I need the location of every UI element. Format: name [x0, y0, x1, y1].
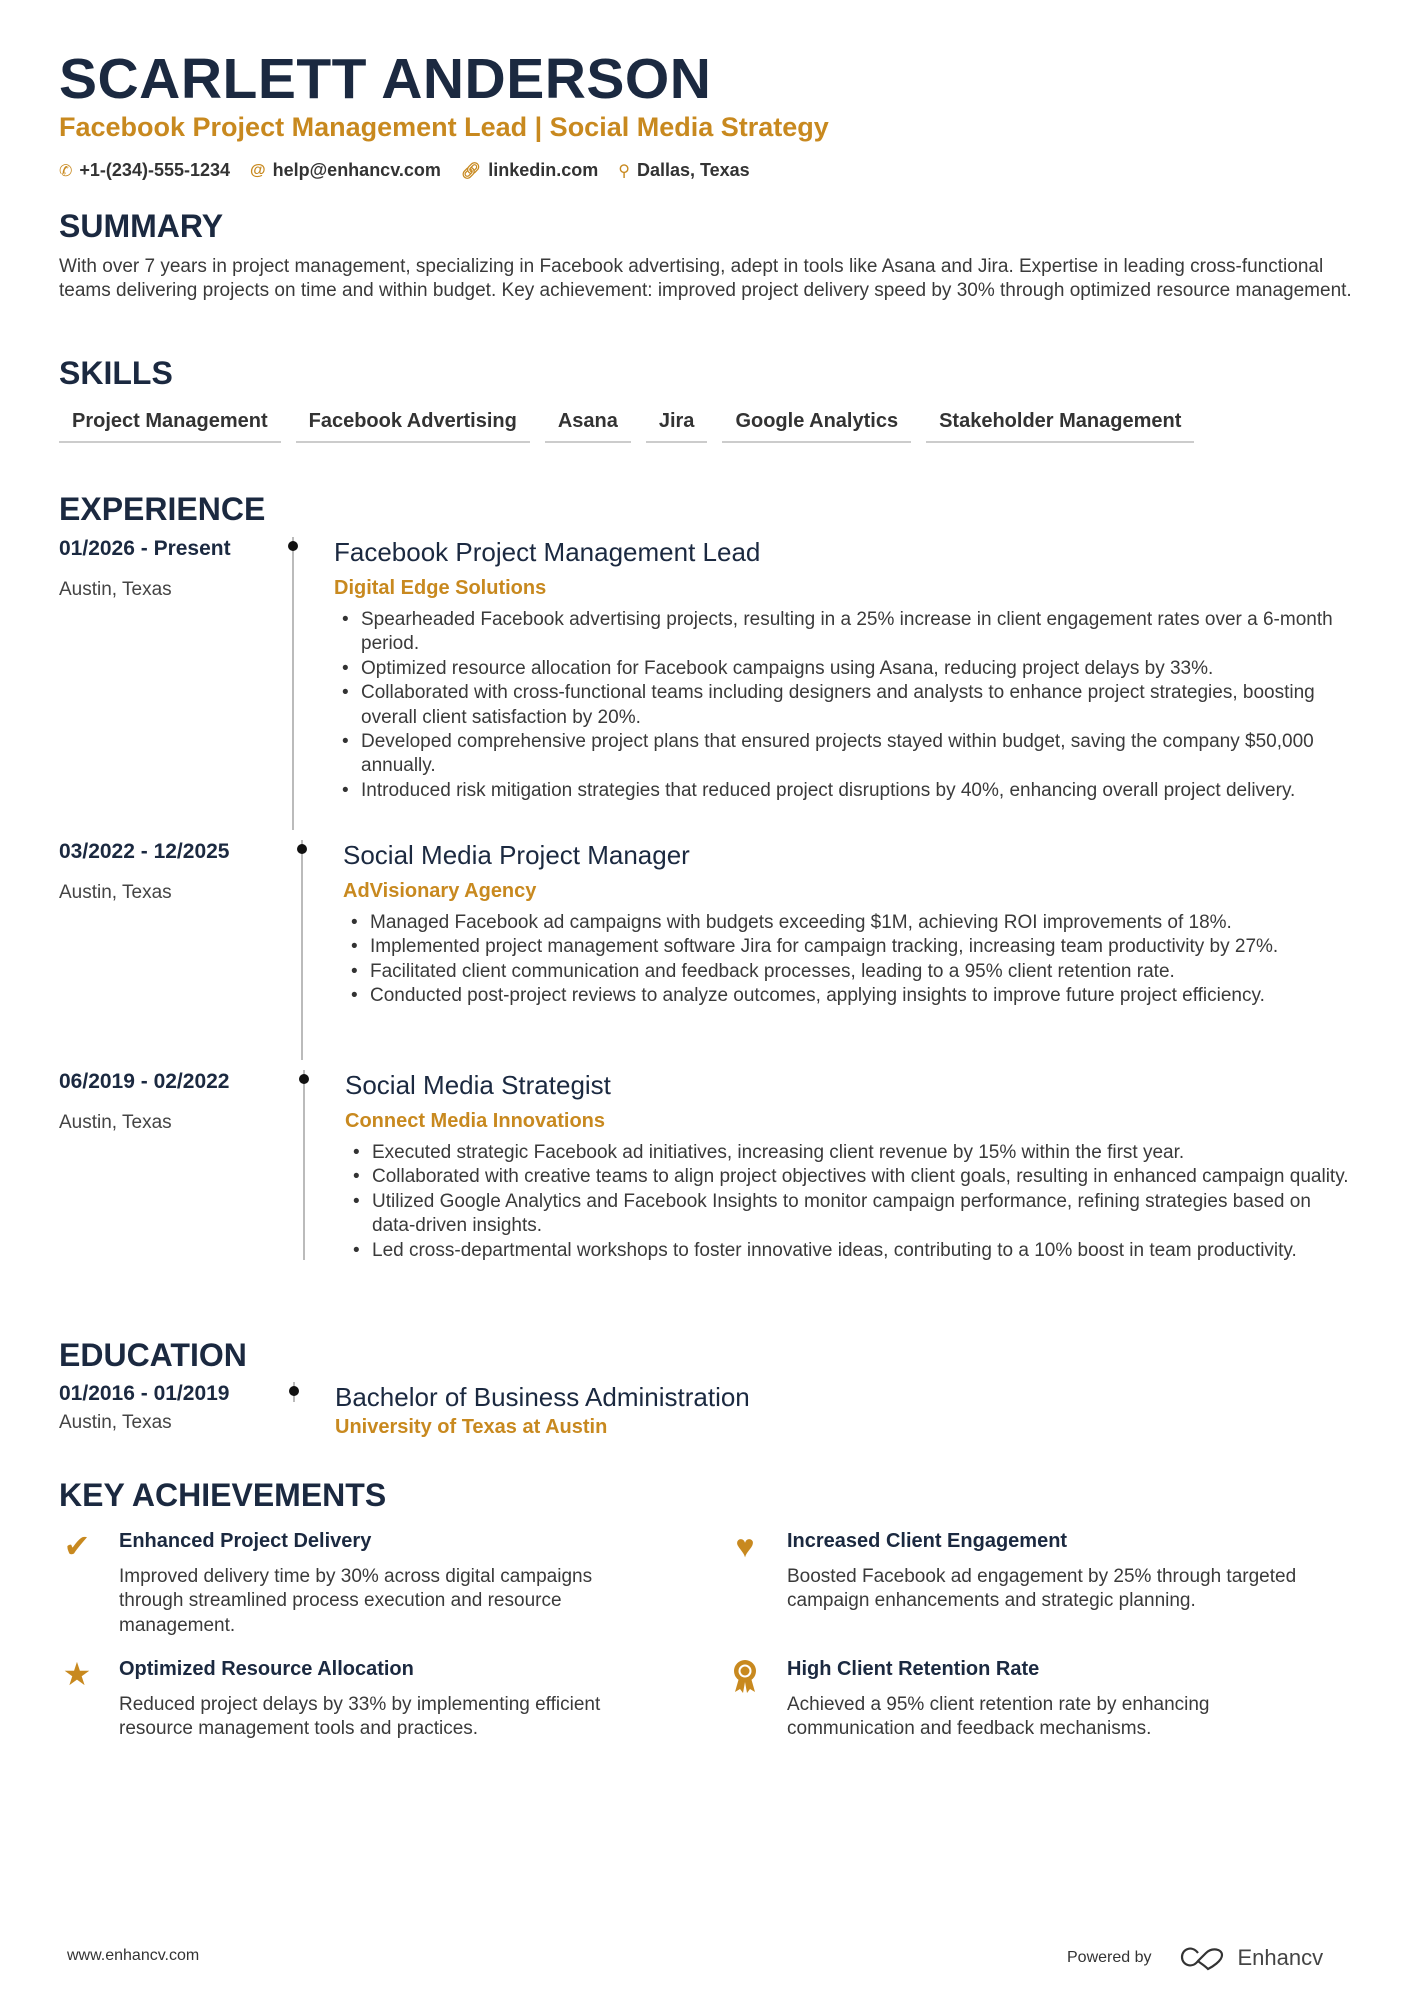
bullet: • Spearheaded Facebook advertising projects, resulting in a 25% increase in client engagement rates over a 6-month period.: [334, 608, 1359, 657]
contact-linkedin[interactable]: [461, 160, 598, 181]
bullet: • Developed comprehensive project plans that ensured projects stayed within budget, saving the company $50,000 annually.: [334, 730, 1359, 779]
contact-phone: [59, 160, 230, 181]
achievement-item: [727, 1658, 1307, 1742]
experience-bullets: [343, 911, 1359, 1009]
experience-location: Austin, Texas: [59, 1112, 172, 1133]
timeline-dot: [288, 541, 298, 551]
experience-company: AdVisionary Agency: [343, 880, 537, 902]
timeline-line: [303, 1070, 305, 1260]
contact-bar: [59, 160, 750, 181]
achievement-title: Enhanced Project Delivery: [119, 1530, 372, 1552]
experience-date: 03/2022 - 12/2025: [59, 840, 230, 863]
contact-email[interactable]: [250, 160, 441, 181]
phone-text: +1-(234)-555-1234: [79, 160, 231, 180]
achievement-text: Achieved a 95% client retention rate by enhancing communication and feedback mechanisms.: [787, 1694, 1210, 1740]
timeline-line: [301, 840, 303, 1060]
star-icon: ★: [62, 1656, 92, 1692]
skills-list: [59, 410, 1194, 443]
experience-company: Digital Edge Solutions: [334, 577, 547, 599]
skill-chip: Asana: [545, 410, 631, 443]
skills-heading: SKILLS: [59, 355, 173, 391]
experience-date: 01/2026 - Present: [59, 537, 231, 560]
skill-chip: Project Management: [59, 410, 281, 443]
bullet: • Optimized resource allocation for Facebook campaigns using Asana, reducing project delays by 33%.: [334, 657, 1359, 681]
education-location: Austin, Texas: [59, 1412, 172, 1433]
contact-location: [618, 160, 749, 181]
footer-website[interactable]: www.enhancv.com: [67, 1947, 200, 1964]
achievement-item: [59, 1658, 639, 1742]
timeline-dot: [299, 1074, 309, 1084]
bullet: • Conducted post-project reviews to analyze outcomes, applying insights to improve future project efficiency.: [343, 984, 1359, 1008]
email-text[interactable]: help@enhancv.com: [272, 160, 441, 180]
experience-entry: [59, 1070, 1359, 1263]
achievement-item: [59, 1530, 639, 1638]
candidate-name: SCARLETT ANDERSON: [59, 47, 712, 111]
bullet: • Collaborated with cross-functional teams including designers and analysts to enhance project strategies, boosting overall client satisfaction by 20%.: [334, 681, 1359, 730]
bullet: • Led cross-departmental workshops to foster innovative ideas, contributing to a 10% boost in team productivity.: [345, 1239, 1359, 1263]
powered-by-text: Powered by: [1067, 1949, 1152, 1966]
education-entry: [59, 1382, 1359, 1447]
experience-heading: EXPERIENCE: [59, 491, 266, 527]
bullet: • Executed strategic Facebook ad initiatives, increasing client revenue by 15% within the first year.: [345, 1141, 1359, 1165]
timeline-dot: [297, 844, 307, 854]
bullet: • Implemented project management software Jira for campaign tracking, increasing team productivity by 27%.: [343, 935, 1359, 959]
experience-location: Austin, Texas: [59, 579, 172, 600]
achievement-title: High Client Retention Rate: [787, 1658, 1040, 1680]
achievement-text: Improved delivery time by 30% across digital campaigns through streamlined process execution and resource management.: [119, 1566, 593, 1636]
achievement-item: [727, 1530, 1307, 1614]
summary-heading: SUMMARY: [59, 208, 224, 244]
linkedin-text[interactable]: linkedin.com: [488, 160, 599, 180]
skill-chip: Stakeholder Management: [926, 410, 1194, 443]
award-ribbon-icon: [727, 1658, 763, 1694]
education-degree: Bachelor of Business Administration: [335, 1382, 750, 1412]
bullet: • Collaborated with creative teams to align project objectives with client goals, resulting in enhanced campaign quality.: [345, 1165, 1359, 1189]
location-pin-icon: ⚲: [618, 162, 630, 180]
experience-role: Social Media Project Manager: [343, 840, 690, 870]
timeline-line: [292, 537, 294, 830]
summary-text: With over 7 years in project management, specializing in Facebook advertising, adept in tools like Asana and Jira. Expertise in leading cross-functional teams delivering projects on time and within budget. Key achievement: improved project delivery speed by 30% through optimized resource management.: [59, 256, 1352, 302]
experience-company: Connect Media Innovations: [345, 1110, 606, 1132]
education-heading: EDUCATION: [59, 1337, 247, 1373]
checkmark-icon: ✔: [63, 1528, 91, 1564]
experience-entry: [59, 840, 1359, 1060]
footer-branding: [1067, 1945, 1323, 1971]
enhancv-brand-text: Enhancv: [1237, 1945, 1324, 1970]
experience-role: Social Media Strategist: [345, 1070, 611, 1100]
phone-icon: ✆: [59, 162, 73, 180]
enhancv-logo-icon: [1180, 1945, 1228, 1971]
achievement-text: Reduced project delays by 33% by implementing efficient resource management tools and practices.: [119, 1694, 601, 1740]
candidate-title: Facebook Project Management Lead | Social Media Strategy: [59, 112, 829, 142]
experience-date: 06/2019 - 02/2022: [59, 1070, 230, 1093]
bullet: • Managed Facebook ad campaigns with budgets exceeding $1M, achieving ROI improvements of 18%.: [343, 911, 1359, 935]
bullet: • Utilized Google Analytics and Facebook Insights to monitor campaign performance, refining strategies based on data-driven insights.: [345, 1190, 1359, 1239]
experience-bullets: [334, 608, 1359, 803]
experience-bullets: [345, 1141, 1359, 1263]
skill-chip: Google Analytics: [722, 410, 911, 443]
achievement-text: Boosted Facebook ad engagement by 25% through targeted campaign enhancements and strategic planning.: [787, 1566, 1297, 1612]
education-school: University of Texas at Austin: [335, 1416, 608, 1438]
achievement-title: Increased Client Engagement: [787, 1530, 1068, 1552]
heart-icon: ♥: [735, 1528, 755, 1564]
timeline-line: [293, 1382, 295, 1402]
bullet: • Introduced risk mitigation strategies that reduced project disruptions by 40%, enhancing overall project delivery.: [334, 779, 1359, 803]
skill-chip: Jira: [646, 410, 708, 443]
experience-entry: [59, 537, 1359, 830]
achievement-title: Optimized Resource Allocation: [119, 1658, 414, 1680]
at-icon: @: [250, 161, 266, 179]
achievements-heading: KEY ACHIEVEMENTS: [59, 1477, 387, 1513]
education-date: 01/2016 - 01/2019: [59, 1382, 230, 1405]
experience-location: Austin, Texas: [59, 882, 172, 903]
bullet: • Facilitated client communication and feedback processes, leading to a 95% client retention rate.: [343, 960, 1359, 984]
skill-chip: Facebook Advertising: [296, 410, 530, 443]
link-icon: 🔗︎: [460, 162, 482, 180]
location-text: Dallas, Texas: [636, 160, 750, 180]
timeline-dot: [289, 1386, 299, 1396]
experience-role: Facebook Project Management Lead: [334, 537, 761, 567]
